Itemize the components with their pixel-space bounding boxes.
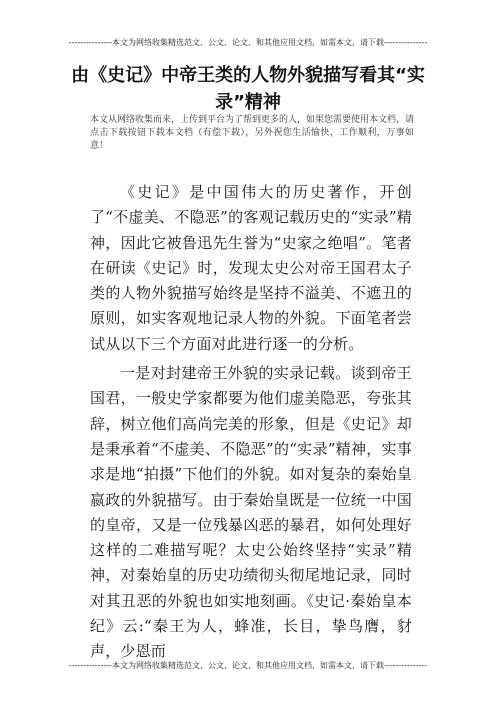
footer-banner: ---------------本文为网络收集精选范文、公文、论文、和其他应用文档，如需本文，请下载--------------- <box>68 661 428 670</box>
paragraph: 一是对封建帝王外貌的实录记载。谈到帝王国君，一般史学家都要为他们虚美隐恶，夸张其辞，树立他们高尚完美的形象，但是《史记》却是秉承着“不虚美、不隐恶”的“实录”精神，实事求是地“拍摄”下他们的外貌。如对复杂的秦始皇嬴政的外貌描写。由于秦始皇既是一位统一中国的皇帝，又是一位残暴凶恶的暴君，如何处理好这样的二难描写呢？太史公始终坚持“实录”精神，对秦始皇的历史功绩彻头彻尾地记录，同时对其丑恶的外貌也如实地刻画。《史记·秦始皇本纪》云:“秦王为人，蜂准，长目，挚鸟膺，豺声，少恩而 <box>90 364 412 661</box>
document-title: 由《史记》中帝王类的人物外貌描写看其“实录”精神 <box>71 65 425 113</box>
download-notice: 本文从网络收集而来，上传到平台为了帮到更多的人，如果您需要使用本文档，请点击下载按钮下载本文档（有偿下载），另外祝您生活愉快，工作顺利，万事如意！ <box>90 115 415 151</box>
document-body <box>90 180 412 669</box>
paragraph: 《史记》是中国伟大的历史著作，开创了“不虚美、不隐恶”的客观记载历史的“实录”精神，因此它被鲁迅先生誉为“史家之绝唱”。笔者在研读《史记》时，发现太史公对帝王国君太子类的人物外貌描写始终是坚持不溢美、不遮丑的原则，如实客观地记录人物的外貌。下面笔者尝试从以下三个方面对此进行逐一的分析。 <box>90 183 412 353</box>
header-banner: ---------------本文为网络收集精选范文、公文、论文、和其他应用文档，如需本文，请下载--------------- <box>68 38 428 47</box>
